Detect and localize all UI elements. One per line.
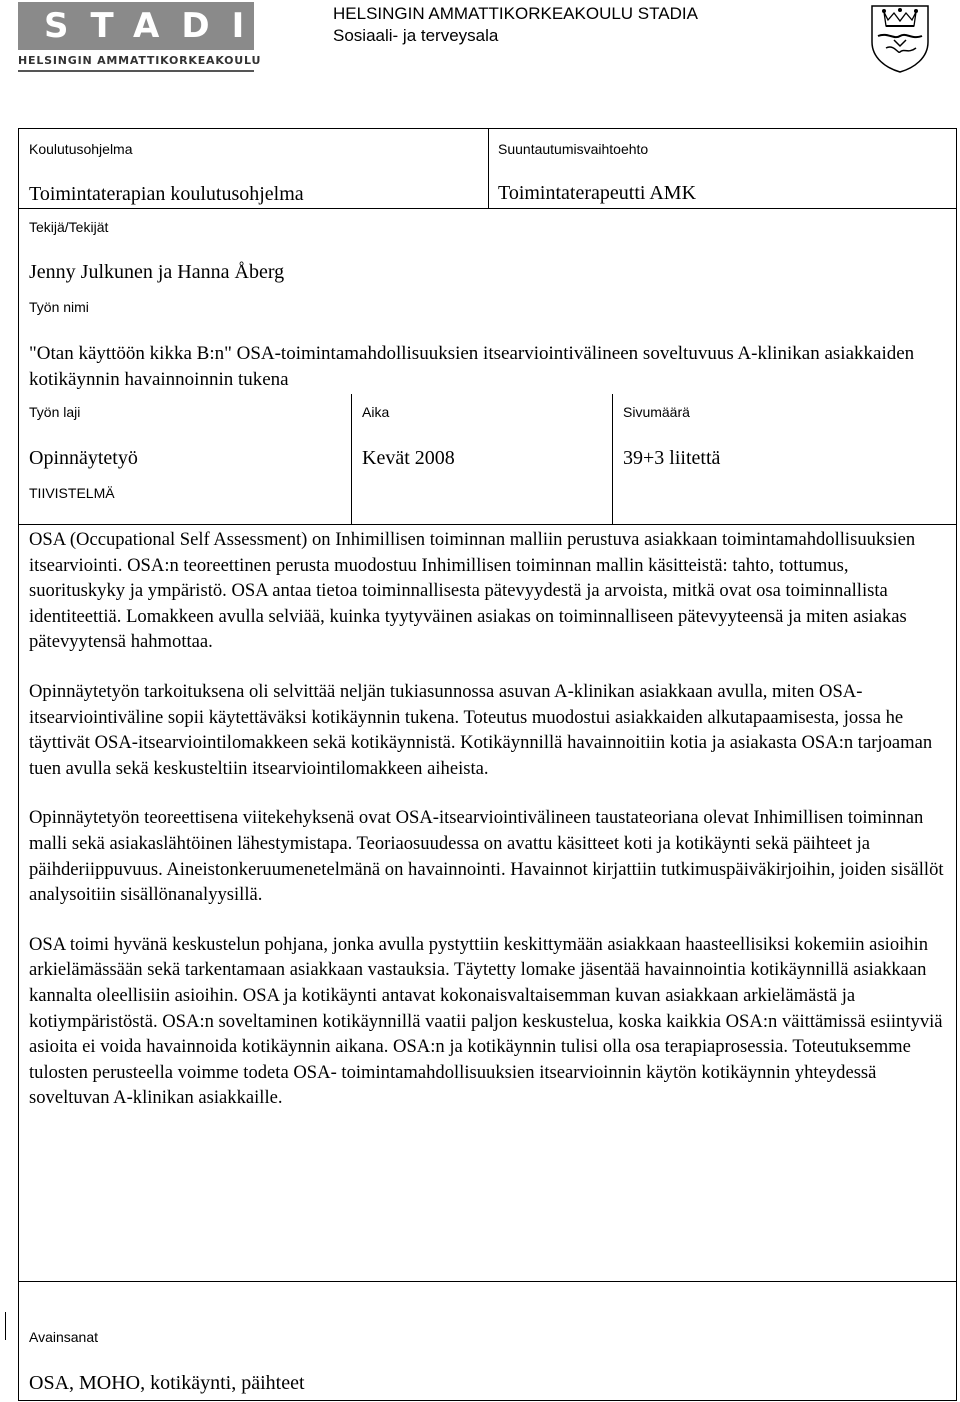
programme-value: Toimintaterapian koulutusohjelma xyxy=(29,183,304,205)
specialisation-label: Suuntautumisvaihtoehto xyxy=(498,141,649,157)
time-value: Kevät 2008 xyxy=(362,447,455,469)
type-label: Työn laji xyxy=(29,404,81,420)
text-cursor xyxy=(5,1312,6,1340)
abstract-paragraph: OSA toimi hyvänä keskustelun pohjana, jonka avulla pystyttiin keskittymään asiakkaan haasteellisiksi kokemiin asioihin arkielämässään sekä tarkentamaan asiakkaan vastauksia. Täytetty lomake jäsentää havainnointia kotikäynnillä asiakkaan kannalta oleellisiin asioihin. OSA ja kotikäynti antavat kokonaisvaltaisemman kuvan asiakkaan arkielämästä ja kotiympäristöstä. OSA:n soveltaminen kotikäynnillä vaatii paljon keskustelua, koska kaikkia OSA:n väittämissä esiintyviä asioita ei voida havainnoida kotikäynnin aikana. OSA:n ja kotikäynnin tulisi olla osa terapiaprosessia. Toteutuksemme tulosten perusteella voimme todeta OSA- toimintamahdollisuuksien itsearvioinnin käytön kotikäynnin yhteydessä soveltuvan A-klinikan asiakkaille. xyxy=(29,933,943,1109)
abstract-paragraph: OSA (Occupational Self Assessment) on Inhimillisen toiminnan malliin perustuva asiakkaan toimintamahdollisuuksien itsearviointi. OSA:n teoreettinen perusta muodostuu Inhimillisen toiminnan mallin käsitteistä: tahto, tottumus, suorituskyky ja ympäristö. OSA antaa tietoa toiminnallisesta pätevyydestä ja arvoista, mitkä ovat osa toiminnallista identiteettiä. Lomakkeen avulla selviää, kuinka tyytyväinen asiakas on toiminnalliseen pätevyyteensä ja miten asiakas pätevyytensä hahmottaa. xyxy=(29,529,916,653)
pages-label: Sivumäärä xyxy=(623,404,690,420)
logo-rule xyxy=(18,70,254,72)
institution-name: HELSINGIN AMMATTIKORKEAKOULU STADIA xyxy=(333,4,698,23)
helsinki-crest-icon xyxy=(868,2,932,74)
abstract-label: TIIVISTELMÄ xyxy=(29,485,115,501)
document-header xyxy=(333,3,698,47)
logo-subtitle: HELSINGIN AMMATTIKORKEAKOULU xyxy=(18,54,262,67)
author-label: Tekijä/Tekijät xyxy=(29,219,109,235)
author-value: Jenny Julkunen ja Hanna Åberg xyxy=(29,261,285,283)
abstract-form xyxy=(18,128,957,1401)
pages-value: 39+3 liitettä xyxy=(623,447,721,469)
department-name: Sosiaali- ja terveysala xyxy=(333,26,499,45)
thesis-title: "Otan käyttöön kikka B:n" OSA-toimintamahdollisuuksien itsearviointivälineen soveltuvuus A-klinikan asiakkaiden kotikäynnin havainnoinnin tukena xyxy=(29,343,915,390)
abstract-paragraph: Opinnäytetyön tarkoituksena oli selvittää neljän tukiasunnossa asuvan A-klinikan asiakkaan avulla, miten OSA-itsearviointiväline sopii käytettäväksi kotikäynnin tukena. Toteutus muodostui asiakkaiden alkutapaamisesta, jossa he täyttivät OSA-itsearviointilomakkeen sekä kotikäynnistä. Kotikäynnillä havainnoitiin kotia ja asiakasta OSA:n tarjoaman tuen avulla sekä keskusteltiin itsearviointilomakkeen aiheista. xyxy=(29,680,933,779)
type-value: Opinnäytetyö xyxy=(29,447,138,469)
title-label: Työn nimi xyxy=(29,299,89,315)
abstract-paragraph: Opinnäytetyön teoreettisena viitekehyksenä ovat OSA-itsearviointivälineen taustateoriana olevat Inhimillisen toiminnan malli sekä asiakaslähtöinen lähestymistapa. Teoriaosuudessa on avattu käsitteet koti ja kotikäynti sekä päihteet ja päihderiippuvuus. Aineistonkeruumenetelmänä on havainnointi. Havainnot kirjattiin tutkimuspäiväkirjoihin, joiden sisällöt analysoitiin sisällönanalyysillä. xyxy=(29,807,944,906)
stadia-logo xyxy=(18,2,315,74)
specialisation-value: Toimintaterapeutti AMK xyxy=(498,182,697,204)
keywords-label: Avainsanat xyxy=(29,1329,99,1345)
keywords-value: OSA, MOHO, kotikäynti, päihteet xyxy=(29,1372,305,1394)
logo-brand: STADIA xyxy=(18,2,254,50)
abstract-body xyxy=(29,527,949,1135)
time-label: Aika xyxy=(362,404,390,420)
programme-label: Koulutusohjelma xyxy=(29,141,133,157)
